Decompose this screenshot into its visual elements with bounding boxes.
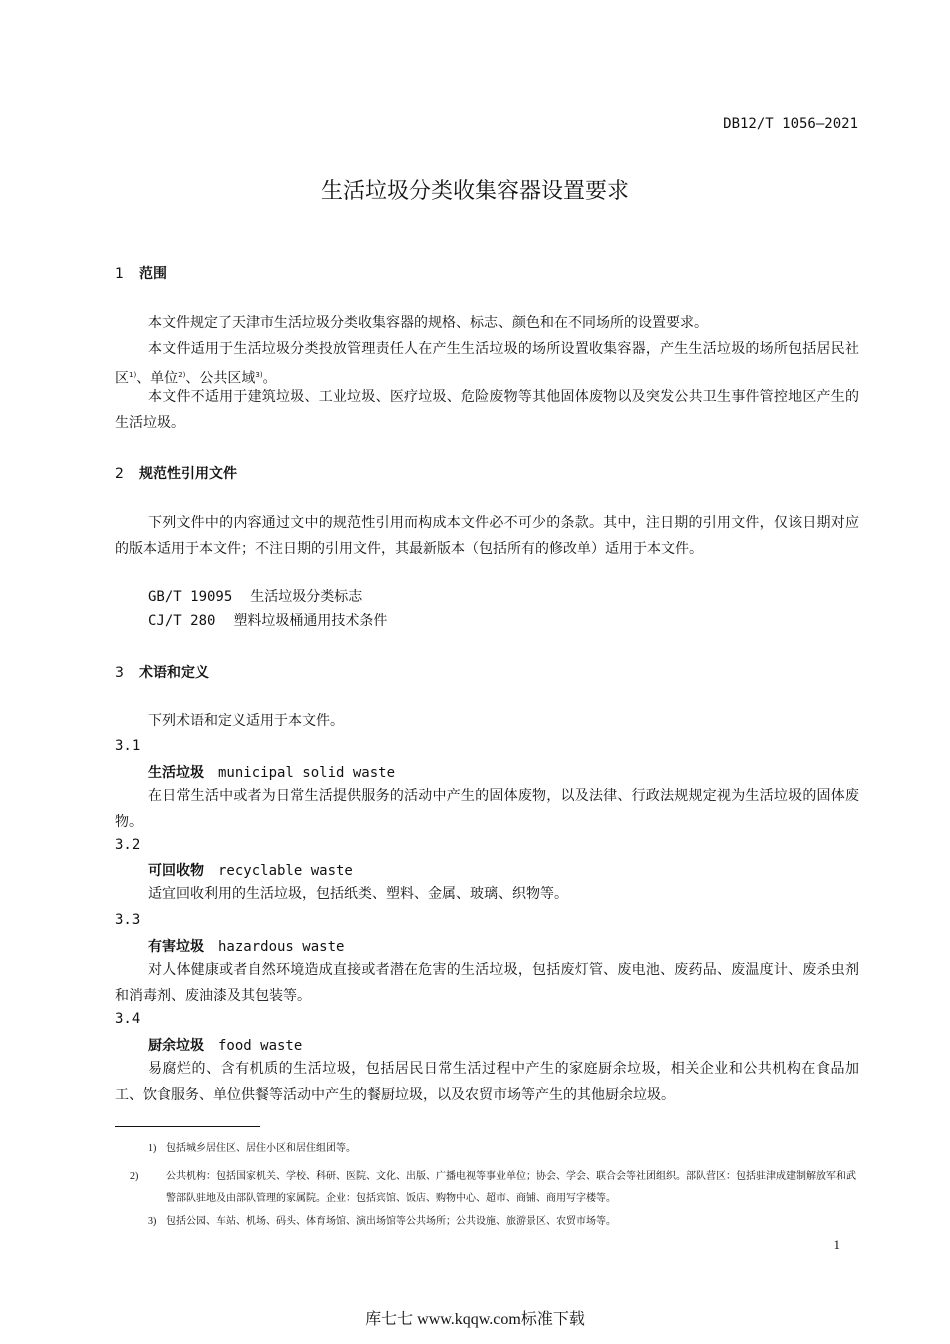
term-en: hazardous waste [218, 939, 345, 955]
page-number: 1 [833, 1237, 840, 1252]
section-heading-scope [115, 263, 167, 283]
section-title: 范围 [139, 266, 167, 282]
term-entry [148, 762, 395, 782]
reference-code: GB/T 19095 [148, 589, 233, 605]
term-definition: 在日常生活中或者为日常生活提供服务的活动中产生的固体废物，以及法律、行政法规规定视为生活垃圾的固体废物。 [115, 788, 859, 830]
term-entry [148, 1035, 302, 1055]
section-heading-terms [115, 662, 209, 682]
section-title: 规范性引用文件 [139, 466, 237, 482]
section-number: 2 [115, 466, 124, 482]
clause-number: 3.2 [115, 837, 141, 853]
term-entry [148, 936, 344, 956]
section-number: 3 [115, 665, 124, 681]
term-zh: 有害垃圾 [148, 939, 204, 955]
section-title: 术语和定义 [139, 665, 209, 681]
scope-p2-text-a: 本文件适用于生活垃圾分类投放管理责任人在产生生活垃圾的场所设置收集容器，产生生活垃圾的场所包括居民社区 [115, 341, 859, 387]
footnote-text: 公共机构：包括国家机关、学校、科研、医院、文化、出版、广播电视等事业单位；协会、学会、联合会等社团组织。部队营区：包括驻津成建制解放军和武警部队驻地及由部队管理的家属院。企业：包括宾馆、饭店、购物中心、超市、商铺、商用写字楼等。 [166, 1171, 856, 1204]
footnote-text: 包括公园、车站、机场、码头、体育场馆、演出场馆等公共场所；公共设施、旅游景区、农贸市场等。 [166, 1216, 616, 1227]
term-en: municipal solid waste [218, 765, 396, 781]
footnote-ref-2: 2) [178, 371, 186, 379]
scope-p2-text-b: 、单位 [136, 370, 179, 387]
footnote-item [148, 1138, 860, 1160]
term-zh: 厨余垃圾 [148, 1038, 204, 1054]
reference-name: 塑料垃圾桶通用技术条件 [233, 613, 388, 629]
term-zh: 可回收物 [148, 863, 204, 879]
section-number: 1 [115, 266, 124, 282]
scope-paragraph-1: 本文件规定了天津市生活垃圾分类收集容器的规格、标志、颜色和在不同场所的设置要求。 [148, 315, 708, 331]
footnote-mark: 3) [148, 1216, 157, 1227]
scope-p2-text-c: 、公共区域 [185, 370, 256, 387]
clause-number: 3.4 [115, 1011, 141, 1027]
terms-intro: 下列术语和定义适用于本文件。 [148, 713, 344, 729]
term-en: recyclable waste [218, 863, 353, 879]
footnote-divider [115, 1126, 260, 1127]
footnote-item [130, 1166, 860, 1210]
footnote-ref-3: 3) [255, 371, 263, 379]
term-definition: 对人体健康或者自然环境造成直接或者潜在危害的生活垃圾，包括废灯管、废电池、废药品、废温度计、废杀虫剂和消毒剂、废油漆及其包装等。 [115, 962, 859, 1004]
reference-name: 生活垃圾分类标志 [250, 589, 363, 605]
references-paragraph: 下列文件中的内容通过文中的规范性引用而构成本文件必不可少的条款。其中，注日期的引用文件，仅该日期对应的版本适用于本文件；不注日期的引用文件，其最新版本（包括所有的修改单）适用于本文件。 [115, 515, 859, 557]
section-heading-normative-references [115, 463, 237, 483]
document-number: DB12/T 1056—2021 [723, 116, 858, 132]
term-definition: 易腐烂的、含有机质的生活垃圾，包括居民日常生活过程中产生的家庭厨余垃圾，相关企业和公共机构在食品加工、饮食服务、单位供餐等活动中产生的餐厨垃圾，以及农贸市场等产生的其他厨余垃圾。 [115, 1061, 859, 1103]
footnote-text: 包括城乡居住区、居住小区和居住组团等。 [166, 1143, 356, 1154]
term-zh: 生活垃圾 [148, 765, 204, 781]
footnote-ref-1: 1) [129, 371, 137, 379]
footnote-mark: 2) [130, 1171, 139, 1182]
reference-item [148, 584, 362, 610]
clause-number: 3.3 [115, 912, 141, 928]
site-footer: 库七七 www.kqqw.com标准下载 [365, 1311, 585, 1328]
reference-code: CJ/T 280 [148, 613, 216, 629]
footnote-item [148, 1211, 860, 1233]
term-en: food waste [218, 1038, 303, 1054]
reference-item [148, 608, 387, 634]
term-definition: 适宜回收利用的生活垃圾，包括纸类、塑料、金属、玻璃、织物等。 [148, 886, 568, 902]
scope-p2-text-d: 。 [262, 370, 277, 387]
term-entry [148, 860, 353, 880]
clause-number: 3.1 [115, 738, 141, 754]
footnote-mark: 1) [148, 1143, 157, 1154]
page-title: 生活垃圾分类收集容器设置要求 [320, 179, 629, 204]
scope-paragraph-3: 本文件不适用于建筑垃圾、工业垃圾、医疗垃圾、危险废物等其他固体废物以及突发公共卫生事件管控地区产生的生活垃圾。 [115, 389, 859, 431]
